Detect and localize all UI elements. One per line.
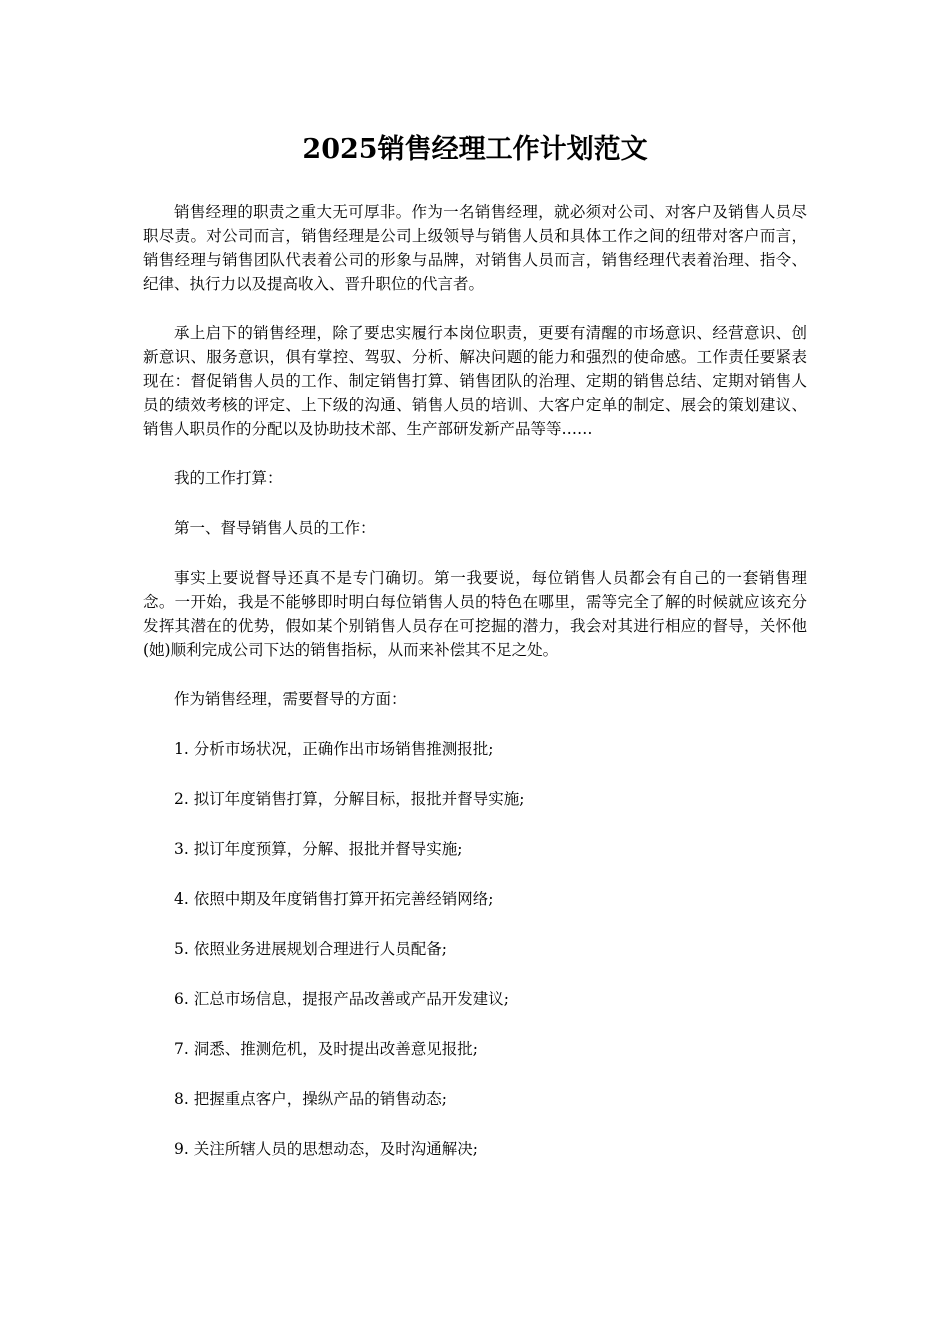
paragraph: 销售经理的职责之重大无可厚非。作为一名销售经理，就必须对公司、对客户及销售人员尽职尽责。对公司而言，销售经理是公司上级领导与销售人员和具体工作之间的纽带对客户而言，销售经理与销售团队代表着公司的形象与品牌，对销售人员而言，销售经理代表着治理、指令、纪律、执行力以及提高收入、晋升职位的代言者。	[143, 203, 807, 293]
list-item: 1. 分析市场状况，正确作出市场销售推测报批;	[174, 740, 494, 758]
list-item: 9. 关注所辖人员的思想动态，及时沟通解决;	[174, 1140, 478, 1158]
list-item: 3. 拟订年度预算，分解、报批并督导实施;	[174, 840, 463, 858]
list-item: 2. 拟订年度销售打算，分解目标，报批并督导实施;	[174, 790, 525, 808]
section-heading: 第一、督导销售人员的工作：	[174, 519, 376, 537]
paragraph: 事实上要说督导还真不是专门确切。第一我要说，每位销售人员都会有自己的一套销售理念。一开始，我是不能够即时明白每位销售人员的特色在哪里，需等完全了解的时候就应该充分发挥其潜在的优势，假如某个别销售人员存在可挖掘的潜力，我会对其进行相应的督导，关怀他(她)顺利完成公司下达的销售指标，从而来补偿其不足之处。	[143, 569, 807, 659]
list-item: 7. 洞悉、推测危机，及时提出改善意见报批;	[174, 1040, 478, 1058]
list-item: 4. 依照中期及年度销售打算开拓完善经销网络;	[174, 890, 494, 908]
paragraph: 我的工作打算：	[174, 469, 283, 487]
document-body	[143, 200, 807, 1187]
paragraph: 作为销售经理，需要督导的方面：	[174, 690, 407, 708]
list-item: 6. 汇总市场信息，提报产品改善或产品开发建议;	[174, 990, 509, 1008]
list-item: 8. 把握重点客户，操纵产品的销售动态;	[174, 1090, 447, 1108]
document-title: 2025销售经理工作计划范文	[302, 134, 648, 165]
paragraph: 承上启下的销售经理，除了要忠实履行本岗位职责，更要有清醒的市场意识、经营意识、创新意识、服务意识，俱有掌控、驾驭、分析、解决问题的能力和强烈的使命感。工作责任要紧表现在：督促销售人员的工作、制定销售打算、销售团队的治理、定期的销售总结、定期对销售人员的绩效考核的评定、上下级的沟通、销售人员的培训、大客户定单的制定、展会的策划建议、销售人职员作的分配以及协助技术部、生产部研发新产品等等……	[143, 324, 807, 438]
list-item: 5. 依照业务进展规划合理进行人员配备;	[174, 940, 447, 958]
